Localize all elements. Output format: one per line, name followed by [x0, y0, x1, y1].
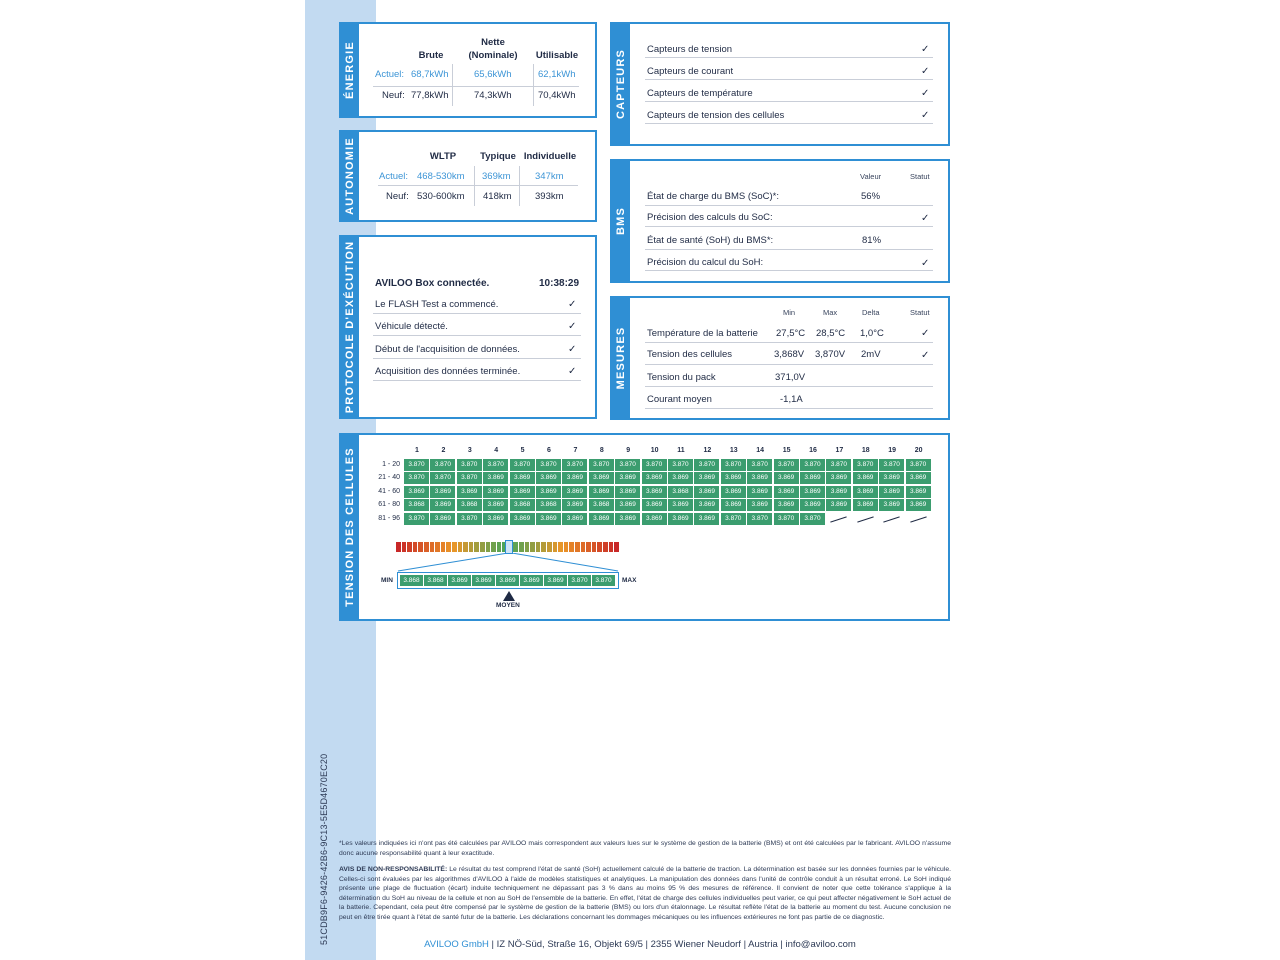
- disclaimer-text: Le résultat du test comprend l'état de santé (SoH) actuellement calculé de la batterie de traction. La détermination est basée sur les données fournies par le véhicule. Celles-ci sont évaluées par les algorithmes d'AVILOO à l'aide de modèles statistiques et analytiques. La manipulation des données dans l'unité de contrôle conduit à un résultat erroné. Le SoH indiqué présente une plage de fluctuation (écart) induite techniquement ne dépassant pas 3 % dans au moins 95 % des mesures de référence. Il convient de noter que cette tolérance s'applique à la détermination du SoH au niveau de la cellule et non au SoH de l'ensemble de la batterie. En effet, l'état de charge des cellules individuelles peut varier, ce qui peut affecter négativement le SoH actuel de la batterie. Cependant, cela peut être compensé par le système de gestion de la batterie (BMS) ou lors d'un étalonnage. Le résultat reflète l'état de la batterie au moment du test. Aucune conclusion ne peut en être tirée quant à l'état de santé futur de la batterie. Les déclarations concernant les dommages mécaniques ou les influences extérieures ne font pas partie de ce diagnostic.: [339, 866, 951, 921]
- energie-neuf-brute: 77,8kWh: [411, 90, 449, 101]
- scale-min-label: MIN: [381, 577, 393, 584]
- scale-swatch: [452, 542, 457, 552]
- cell-voltage: 3.869: [721, 499, 746, 511]
- cell-row-label: 61 - 80: [378, 501, 400, 509]
- cell-voltage: 3.869: [510, 513, 535, 525]
- cell-voltage: 3.870: [457, 459, 482, 471]
- cell-voltage: 3.869: [430, 499, 455, 511]
- divider: [645, 249, 933, 250]
- cell-column-number: 2: [441, 447, 446, 454]
- cell-voltage: 3.870: [483, 459, 508, 471]
- scale-values: [397, 572, 619, 589]
- divider: [645, 123, 933, 124]
- autonomie-divider: [378, 185, 578, 186]
- bms-soh-value: 81%: [862, 235, 882, 246]
- scale-swatch: [525, 542, 530, 552]
- mesure-min: 3,868V: [774, 349, 805, 360]
- mean-label: MOYEN: [496, 602, 520, 609]
- check-icon: ✓: [921, 258, 930, 269]
- cell-voltage: 3.869: [642, 472, 667, 484]
- cell-voltage: 3.869: [615, 472, 640, 484]
- scale-swatch: [553, 542, 558, 552]
- disclaimer-title: AVIS DE NON-RESPONSABILITÉ:: [339, 866, 448, 873]
- cell-column-number: 5: [520, 447, 525, 454]
- cell-voltage: 3.869: [536, 472, 561, 484]
- cell-voltage: 3.870: [430, 472, 455, 484]
- cell-column-number: 18: [861, 447, 870, 454]
- check-icon: ✓: [921, 110, 930, 121]
- autonomie-header-individuelle: Individuelle: [523, 151, 577, 162]
- scale-swatch: [396, 542, 401, 552]
- divider: [373, 335, 581, 336]
- cell-voltage: 3.869: [562, 499, 587, 511]
- mesures-col-statut: Statut: [910, 308, 930, 317]
- cell-column-number: 20: [914, 447, 923, 454]
- cell-voltage: 3.869: [589, 486, 614, 498]
- check-icon: ✓: [568, 344, 577, 355]
- cell-voltage: 3.870: [404, 472, 429, 484]
- disclaimer: [339, 865, 951, 923]
- check-icon: ✓: [921, 66, 930, 77]
- capteurs-card: [610, 22, 950, 146]
- mesure-label: Tension du pack: [647, 372, 716, 383]
- footer-address: | IZ NÖ-Süd, Straße 16, Objekt 69/5 | 2355 Wiener Neudorf | Austria | info@aviloo.com: [488, 939, 856, 950]
- energie-header-utilisable: Utilisable: [535, 50, 579, 61]
- scale-swatch: [547, 542, 552, 552]
- divider: [645, 101, 933, 102]
- cell-voltage: 3.869: [774, 472, 799, 484]
- cell-voltage: 3.869: [853, 499, 878, 511]
- cell-voltage: 3.869: [774, 499, 799, 511]
- cell-column-number: 8: [599, 447, 604, 454]
- protocol-step: Acquisition des données terminée.: [375, 366, 521, 377]
- mesures-col-min: Min: [783, 308, 796, 317]
- energie-divider: [373, 86, 579, 87]
- scale-swatch: [469, 542, 474, 552]
- scale-swatch: [413, 542, 418, 552]
- mesure-delta: 1,0°C: [860, 328, 884, 339]
- cell-voltage: 3.870: [536, 459, 561, 471]
- scale-max-label: MAX: [622, 577, 637, 584]
- cell-voltage: 3.869: [826, 472, 851, 484]
- scale-swatch: [519, 542, 524, 552]
- cell-column-number: 9: [626, 447, 631, 454]
- scale-swatch: [402, 542, 407, 552]
- autonomie-actuel-individuelle: 347km: [535, 171, 564, 182]
- cell-voltage: 3.869: [615, 486, 640, 498]
- cellules-side-title: TENSION DES CELLULES: [341, 435, 359, 619]
- mean-arrow-icon: [503, 591, 515, 601]
- cell-voltage: 3.869: [483, 499, 508, 511]
- cell-voltage: 3.869: [747, 472, 772, 484]
- cell-voltage: 3.869: [483, 486, 508, 498]
- scale-swatch: [418, 542, 423, 552]
- mesure-min: 371,0V: [775, 372, 806, 383]
- cell-voltage: 3.869: [826, 499, 851, 511]
- protocol-step: Début de l'acquisition de données.: [375, 344, 520, 355]
- cell-voltage: 3.869: [536, 486, 561, 498]
- cell-voltage: 3.869: [589, 472, 614, 484]
- cell-voltage: 3.869: [642, 513, 667, 525]
- cell-column-number: 6: [547, 447, 551, 454]
- mesure-max: 28,5°C: [816, 328, 846, 339]
- cell-voltage: 3.869: [800, 472, 825, 484]
- cell-voltage: 3.868: [536, 499, 561, 511]
- cell-voltage: 3.869: [694, 472, 719, 484]
- check-icon: ✓: [568, 321, 577, 332]
- cell-voltage: 3.870: [721, 459, 746, 471]
- cell-voltage: 3.869: [615, 513, 640, 525]
- cell-empty-slash: [853, 513, 878, 525]
- energie-col-divider: [452, 64, 453, 106]
- scale-swatch: [486, 542, 491, 552]
- cell-column-number: 1: [415, 447, 419, 454]
- scale-swatch: [541, 542, 546, 552]
- cell-voltage: 3.870: [510, 459, 535, 471]
- capteurs-side-title: CAPTEURS: [612, 24, 630, 144]
- cell-voltage: 3.869: [694, 513, 719, 525]
- cell-voltage: 3.869: [404, 486, 429, 498]
- cell-voltage: 3.868: [404, 499, 429, 511]
- check-icon: ✓: [568, 366, 577, 377]
- cell-voltage: 3.870: [721, 513, 746, 525]
- cell-voltage: 3.870: [457, 472, 482, 484]
- autonomie-row-actuel-label: Actuel:: [379, 171, 409, 182]
- cell-voltage: 3.869: [906, 472, 931, 484]
- scale-swatch: [614, 542, 619, 552]
- scale-swatch: [558, 542, 563, 552]
- scale-value: 3.869: [472, 575, 495, 586]
- check-icon: ✓: [921, 328, 930, 339]
- footer-brand: AVILOO GmbH: [424, 939, 489, 950]
- cell-voltage: 3.870: [457, 513, 482, 525]
- scale-swatch: [597, 542, 602, 552]
- cell-voltage: 3.869: [430, 486, 455, 498]
- mesure-min: -1,1A: [780, 394, 803, 405]
- cell-voltage: 3.869: [668, 499, 693, 511]
- mesure-label: Courant moyen: [647, 394, 712, 405]
- energie-actuel-utilisable: 62,1kWh: [538, 69, 576, 80]
- scale-value: 3.869: [448, 575, 471, 586]
- footnote-bms: *Les valeurs indiquées ici n'ont pas été calculées par AVILOO mais correspondent aux valeurs lues sur le système de gestion de la batterie (BMS) et ont été calculées par le fabricant. AVILOO n'assume donc aucune responsabilité quant à leur exactitude.: [339, 840, 951, 857]
- cell-voltage: 3.870: [404, 459, 429, 471]
- cell-voltage: 3.869: [721, 472, 746, 484]
- cell-column-number: 7: [573, 447, 578, 454]
- cell-voltage: 3.870: [615, 459, 640, 471]
- energie-header-nette: Nette: [481, 37, 505, 48]
- cell-voltage: 3.870: [853, 459, 878, 471]
- cell-voltage: 3.869: [747, 499, 772, 511]
- energie-row-neuf-label: Neuf:: [382, 90, 405, 101]
- cell-voltage: 3.870: [562, 459, 587, 471]
- cell-column-number: 19: [888, 447, 897, 454]
- scale-swatch: [536, 542, 541, 552]
- box-time: 10:38:29: [539, 278, 580, 289]
- autonomie-neuf-wltp: 530-600km: [417, 191, 465, 202]
- scale-value: 3.870: [568, 575, 591, 586]
- cell-voltage: 3.869: [879, 472, 904, 484]
- cell-column-number: 12: [703, 447, 712, 454]
- bms-row-label: Précision du calcul du SoH:: [647, 257, 764, 268]
- mesure-max: 3,870V: [815, 349, 846, 360]
- cell-voltage: 3.870: [642, 459, 667, 471]
- cell-column-number: 11: [677, 447, 685, 454]
- protocol-step: Le FLASH Test a commencé.: [375, 299, 499, 310]
- cell-voltage: 3.870: [774, 459, 799, 471]
- autonomie-neuf-typique: 418km: [483, 191, 512, 202]
- cell-voltage: 3.869: [906, 486, 931, 498]
- cell-voltage: 3.870: [800, 459, 825, 471]
- cell-voltage: 3.870: [747, 459, 772, 471]
- mesure-label: Température de la batterie: [647, 328, 758, 339]
- scale-swatch: [463, 542, 468, 552]
- autonomie-actuel-typique: 369km: [482, 171, 511, 182]
- cell-column-number: 10: [650, 447, 659, 454]
- mesures-col-delta: Delta: [862, 308, 880, 317]
- cell-voltage: 3.869: [800, 486, 825, 498]
- scale-swatch: [441, 542, 446, 552]
- cell-row-label: 41 - 60: [378, 487, 400, 495]
- scale-value: 3.869: [496, 575, 519, 586]
- energie-row-actuel-label: Actuel:: [375, 69, 405, 80]
- scale-swatch: [491, 542, 496, 552]
- bms-row-label: État de santé (SoH) du BMS*:: [647, 235, 774, 246]
- cell-voltage: 3.869: [457, 486, 482, 498]
- capteur-item: Capteurs de tension: [647, 44, 733, 55]
- cell-empty-slash: [879, 513, 904, 525]
- energie-actuel-brute: 68,7kWh: [411, 69, 449, 80]
- bms-row-label: Précision des calculs du SoC:: [647, 212, 773, 223]
- autonomie-header-typique: Typique: [480, 151, 516, 162]
- autonomie-row-neuf-label: Neuf:: [386, 191, 409, 202]
- scale-swatch: [575, 542, 580, 552]
- divider: [645, 270, 933, 271]
- cell-voltage: 3.870: [800, 513, 825, 525]
- autonomie-col-divider: [474, 166, 475, 206]
- cell-voltage: 3.869: [906, 499, 931, 511]
- cell-voltage: 3.870: [589, 459, 614, 471]
- scale-swatch: [435, 542, 440, 552]
- cell-voltage: 3.869: [483, 513, 508, 525]
- energie-side-title: ÉNERGIE: [341, 24, 359, 116]
- scale-value: 3.869: [544, 575, 567, 586]
- cell-voltage: 3.869: [510, 472, 535, 484]
- cell-voltage: 3.869: [668, 472, 693, 484]
- bms-col-valeur: Valeur: [860, 172, 882, 181]
- divider: [645, 386, 933, 387]
- divider: [373, 358, 581, 359]
- scale-swatch: [474, 542, 479, 552]
- cell-voltage: 3.870: [747, 513, 772, 525]
- scale-swatch: [569, 542, 574, 552]
- cell-row-label: 81 - 96: [378, 514, 400, 522]
- energie-actuel-nette: 65,6kWh: [474, 69, 512, 80]
- cell-row-label: 1 - 20: [382, 461, 400, 468]
- scale-value: 3.868: [424, 575, 447, 586]
- divider: [645, 226, 933, 227]
- check-icon: ✓: [568, 299, 577, 310]
- check-icon: ✓: [921, 350, 930, 361]
- cell-column-number: 13: [729, 447, 738, 454]
- bms-soc-value: 56%: [861, 191, 881, 202]
- autonomie-side-title: AUTONOMIE: [341, 132, 359, 220]
- divider: [645, 57, 933, 58]
- box-status: AVILOO Box connectée.: [375, 278, 490, 289]
- energie-col-divider: [533, 64, 534, 106]
- scale-swatch: [530, 542, 535, 552]
- cell-voltage: 3.869: [483, 472, 508, 484]
- scale-swatch: [564, 542, 569, 552]
- scale-value: 3.869: [520, 575, 543, 586]
- cell-voltage: 3.869: [615, 499, 640, 511]
- cell-voltage: 3.869: [774, 486, 799, 498]
- autonomie-neuf-individuelle: 393km: [535, 191, 564, 202]
- scale-value: 3.870: [592, 575, 615, 586]
- cell-voltage: 3.870: [906, 459, 931, 471]
- scale-swatch: [407, 542, 412, 552]
- cell-voltage: 3.869: [642, 499, 667, 511]
- scale-swatch: [592, 542, 597, 552]
- scale-value: 3.868: [400, 575, 423, 586]
- energie-neuf-utilisable: 70,4kWh: [538, 90, 576, 101]
- autonomie-col-divider: [519, 166, 520, 206]
- cell-voltage: 3.869: [694, 499, 719, 511]
- cell-empty-slash: [906, 513, 931, 525]
- scale-swatch: [513, 542, 518, 552]
- divider: [645, 408, 933, 409]
- cell-voltage: 3.870: [668, 459, 693, 471]
- cell-column-number: 14: [756, 447, 765, 454]
- cell-voltage: 3.869: [800, 499, 825, 511]
- cell-voltage: 3.869: [562, 472, 587, 484]
- divider: [645, 205, 933, 206]
- scale-swatch: [458, 542, 463, 552]
- cell-voltage: 3.870: [694, 459, 719, 471]
- check-icon: ✓: [921, 44, 930, 55]
- mesure-min: 27,5°C: [776, 328, 806, 339]
- bms-row-label: État de charge du BMS (SoC)*:: [647, 191, 780, 202]
- protocole-side-title: PROTOCOLE D'EXÉCUTION: [341, 237, 359, 417]
- footer: [305, 939, 975, 950]
- check-icon: ✓: [921, 213, 930, 224]
- cell-column-number: 16: [809, 447, 817, 454]
- scale-swatch: [603, 542, 608, 552]
- capteur-item: Capteurs de courant: [647, 66, 734, 77]
- cell-voltage: 3.869: [430, 513, 455, 525]
- cell-voltage: 3.869: [536, 513, 561, 525]
- cell-voltage: 3.868: [668, 486, 693, 498]
- autonomie-header-wltp: WLTP: [429, 151, 457, 162]
- document-id: 51CDB9F6-9426-42B6-9C13-5E5D4670EC20: [319, 753, 329, 945]
- check-icon: ✓: [921, 88, 930, 99]
- cell-voltage: 3.870: [879, 459, 904, 471]
- divider: [645, 342, 933, 343]
- cell-voltage: 3.869: [853, 472, 878, 484]
- cell-voltage: 3.869: [589, 513, 614, 525]
- scale-swatch: [586, 542, 591, 552]
- cell-voltage: 3.870: [774, 513, 799, 525]
- divider: [645, 364, 933, 365]
- bms-col-statut: Statut: [910, 172, 930, 181]
- cell-column-number: 3: [467, 447, 472, 454]
- scale-swatch: [424, 542, 429, 552]
- cell-column-number: 4: [494, 447, 499, 454]
- cell-voltage: 3.869: [642, 486, 667, 498]
- capteur-item: Capteurs de tension des cellules: [647, 110, 785, 121]
- cell-voltage: 3.869: [747, 486, 772, 498]
- cell-voltage: 3.869: [562, 486, 587, 498]
- energie-header-brute: Brute: [418, 50, 444, 61]
- scale-swatch: [609, 542, 614, 552]
- mesures-side-title: MESURES: [612, 298, 630, 418]
- cell-column-number: 17: [835, 447, 844, 454]
- mesures-col-max: Max: [823, 308, 838, 317]
- scale-swatch: [430, 542, 435, 552]
- cell-voltage: 3.869: [853, 486, 878, 498]
- capteur-item: Capteurs de température: [647, 88, 753, 99]
- divider: [373, 380, 581, 381]
- cell-row-label: 21 - 40: [378, 474, 400, 482]
- scale-swatch: [446, 542, 451, 552]
- bms-side-title: BMS: [612, 161, 630, 281]
- cell-voltage: 3.869: [879, 499, 904, 511]
- cell-voltage: 3.870: [430, 459, 455, 471]
- cell-voltage: 3.869: [826, 486, 851, 498]
- autonomie-actuel-wltp: 468-530km: [417, 171, 465, 182]
- divider: [373, 313, 581, 314]
- scale-swatch: [581, 542, 586, 552]
- scale-zoom-lines: [396, 553, 620, 573]
- cell-voltage: 3.870: [826, 459, 851, 471]
- cell-voltage: 3.869: [510, 486, 535, 498]
- cell-voltage: 3.870: [404, 513, 429, 525]
- cell-voltage: 3.869: [879, 486, 904, 498]
- cell-voltage: 3.868: [589, 499, 614, 511]
- cell-voltage: 3.869: [562, 513, 587, 525]
- scale-swatch: [480, 542, 485, 552]
- cell-voltage: 3.869: [721, 486, 746, 498]
- energie-neuf-nette: 74,3kWh: [474, 90, 512, 101]
- cell-voltage: 3.869: [668, 513, 693, 525]
- cell-voltage: 3.868: [457, 499, 482, 511]
- cell-voltage: 3.868: [510, 499, 535, 511]
- cell-column-number: 15: [782, 447, 791, 454]
- scale-swatch: [497, 542, 502, 552]
- protocol-step: Véhicule détecté.: [375, 321, 448, 332]
- scale-indicator: [505, 540, 513, 554]
- cell-voltage: 3.869: [694, 486, 719, 498]
- mesure-label: Tension des cellules: [647, 349, 733, 360]
- divider: [645, 79, 933, 80]
- cell-empty-slash: [826, 513, 851, 525]
- energie-header-nominale: (Nominale): [468, 50, 518, 61]
- mesure-delta: 2mV: [861, 349, 881, 360]
